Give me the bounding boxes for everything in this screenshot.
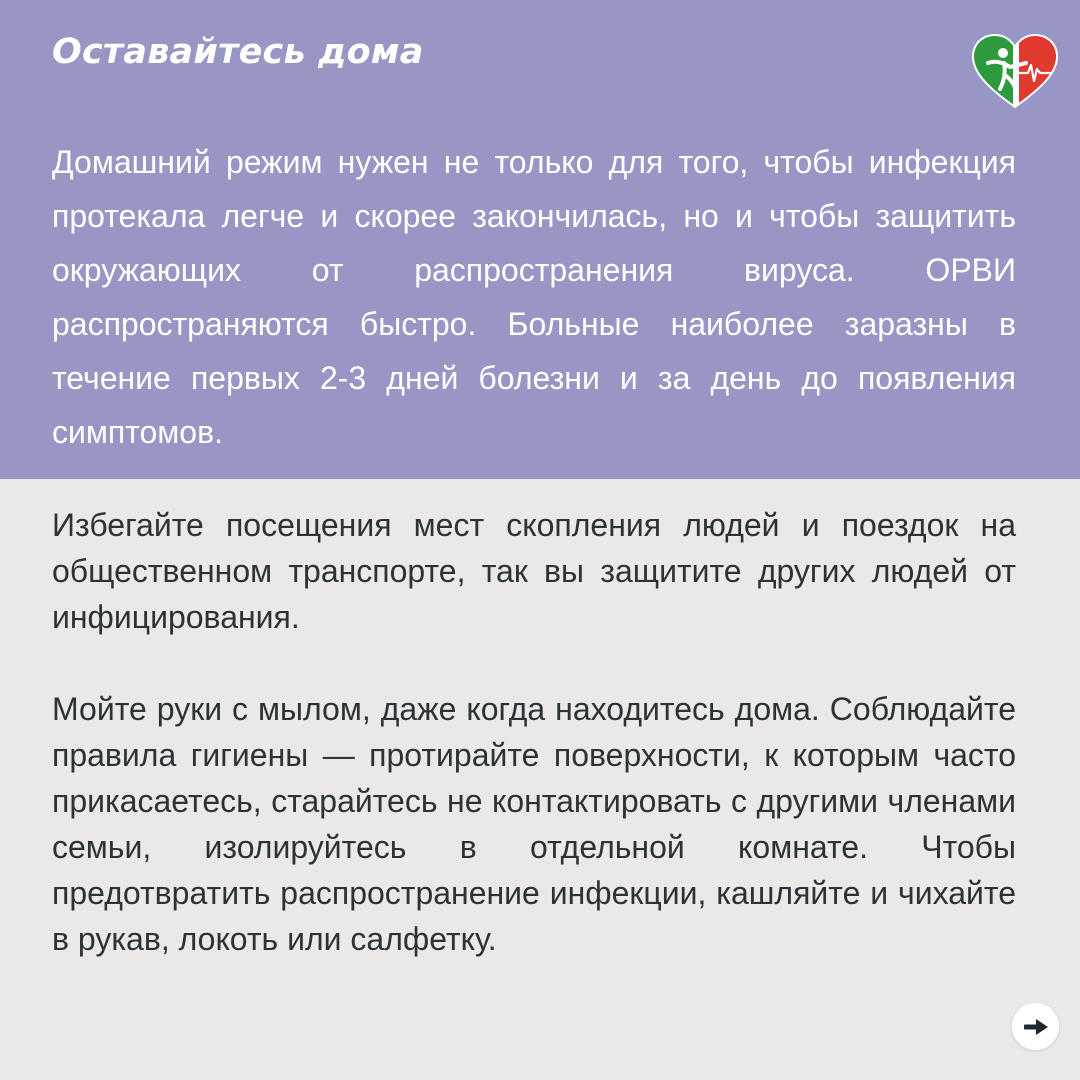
avoid-crowds-paragraph: Избегайте посещения мест скопления людей и поездок на общественном транспорте, так вы защитите других людей от инфицирования. [52,507,1016,635]
arrow-right-icon [1022,1017,1050,1037]
hygiene-paragraph: Мойте руки с мылом, даже когда находитесь дома. Соблюдайте правила гигиены — протирайте поверхности, к которым часто прикасаетесь, старайтесь не контактировать с другими членами семьи, изолируйтесь в отдельной комнате. Чтобы предотвратить распространение инфекции, кашляйте и чихайте в рукав, локоть или салфетку. [52,691,1016,957]
heart-logo-icon [970,33,1060,109]
page-title: Оставайтесь дома [52,32,424,72]
intro-text: Домашний режим нужен не только для того, чтобы инфекция протекала легче и скорее закончилась, но и чтобы защитить окружающих от распространения вируса. ОРВИ распространяются быстро. Больные наиболее заразны в течение первых 2-3 дней болезни и за день до появления симптомов. [52,144,1016,450]
next-button[interactable] [1012,1003,1059,1050]
